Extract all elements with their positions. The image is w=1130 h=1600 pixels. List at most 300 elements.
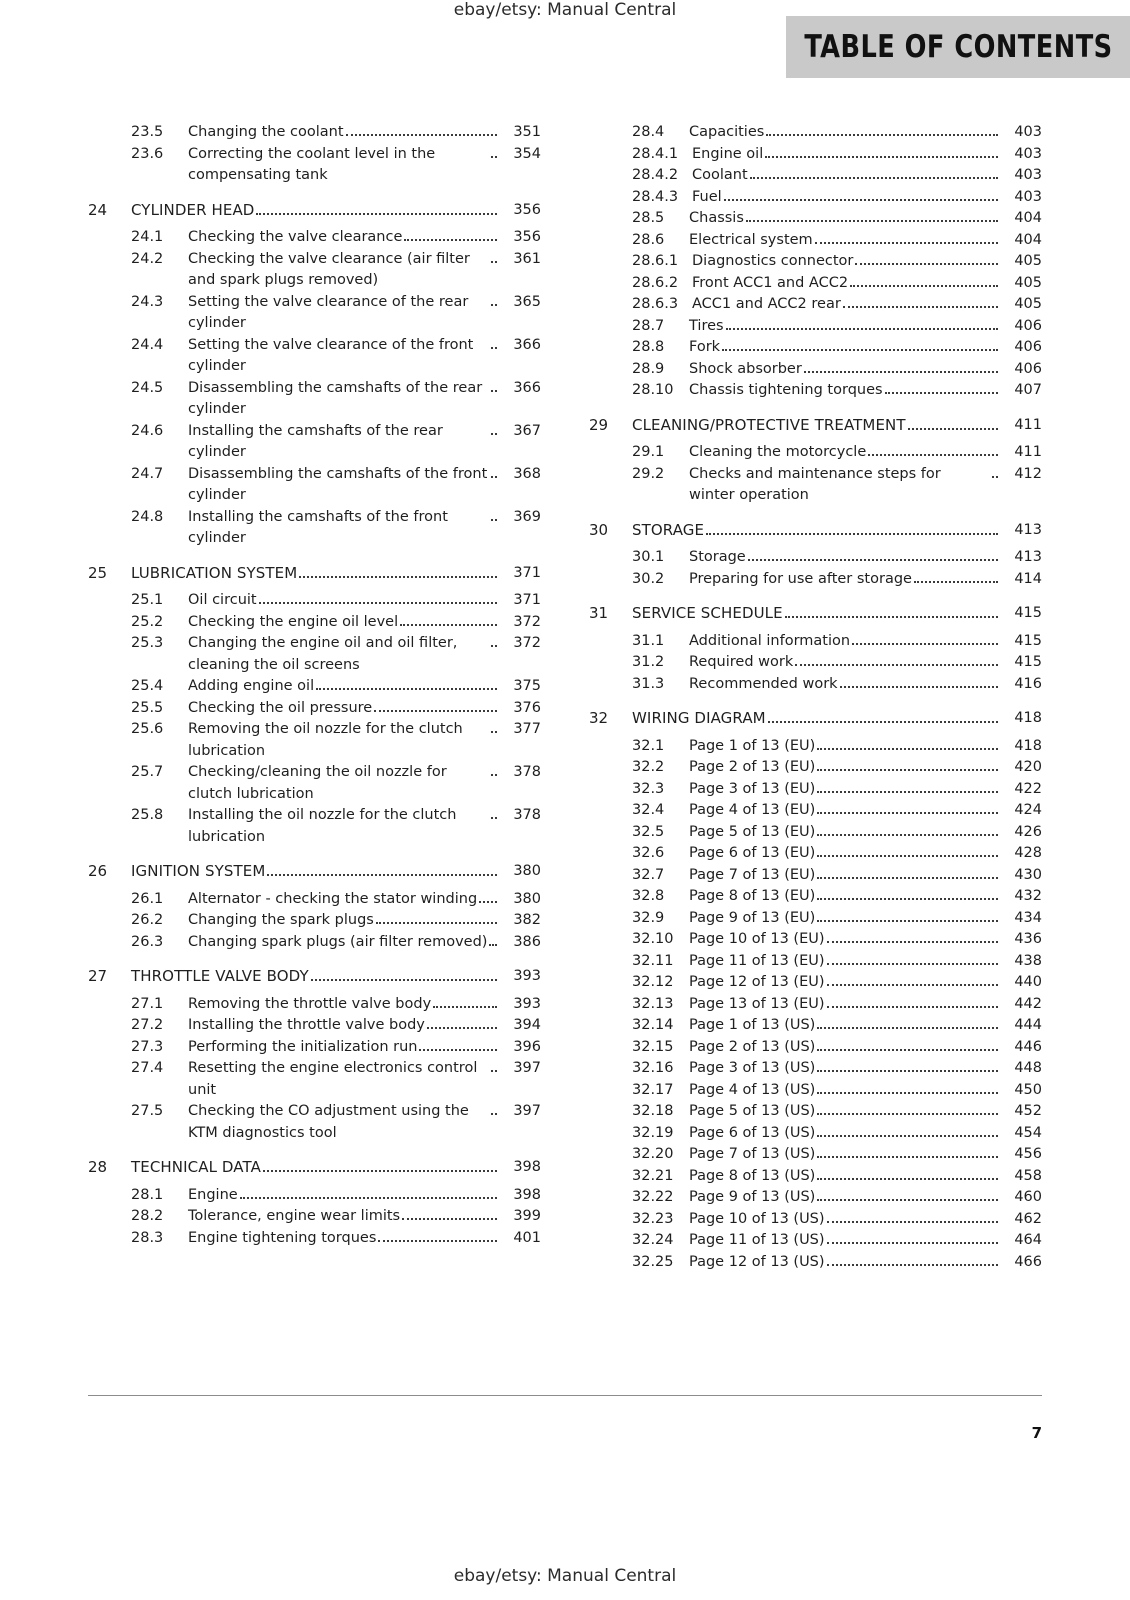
toc-entry-label: Page 6 of 13 (EU) [689, 845, 816, 861]
toc-entry-page: 377 [513, 721, 541, 737]
toc-entry-label: Page 6 of 13 (US) [689, 1124, 816, 1141]
toc-entry-page: 466 [1014, 1253, 1042, 1270]
toc-entry-label: Tires [689, 317, 724, 334]
toc-entry-number: 28.5 [632, 210, 665, 226]
toc-leader-dots [817, 1027, 998, 1029]
toc-entry-label: Installing the oil nozzle for the clutch lubrication [188, 807, 457, 845]
toc-entry[interactable] [589, 442, 1042, 464]
toc-entry[interactable] [88, 676, 541, 698]
toc-entry-page: 454 [1014, 1124, 1042, 1141]
toc-entry[interactable] [589, 380, 1042, 402]
toc-entry-number: 28.9 [632, 360, 665, 377]
toc-entry-page: 398 [513, 1159, 541, 1175]
toc-entry[interactable] [589, 337, 1042, 359]
toc-entry-page: 426 [1014, 823, 1042, 840]
toc-leader-dots [491, 261, 497, 263]
toc-entry-title-wrap [188, 698, 507, 720]
toc-entry[interactable] [589, 464, 1042, 507]
toc-entry[interactable] [88, 966, 541, 988]
toc-entry-title-wrap [689, 359, 1008, 381]
toc-entry-title-wrap [689, 1037, 1008, 1059]
toc-entry[interactable] [589, 359, 1042, 381]
toc-entry-number: 28.3 [131, 1229, 164, 1246]
toc-entry[interactable] [88, 1058, 541, 1101]
toc-leader-dots [817, 812, 998, 814]
toc-entry[interactable] [589, 865, 1042, 887]
toc-leader-dots [746, 220, 998, 222]
toc-entry-label: Tolerance, engine wear limits [188, 1208, 401, 1224]
toc-entry-number: 27.3 [131, 1038, 164, 1055]
toc-leader-dots [843, 306, 998, 308]
toc-entry-title-wrap [188, 805, 507, 848]
toc-entry-title-wrap [188, 335, 507, 378]
toc-entry-number: 26 [88, 862, 108, 880]
toc-entry[interactable] [589, 520, 1042, 542]
toc-entry-title-wrap [689, 122, 1008, 144]
toc-entry-page: 448 [1014, 1060, 1042, 1076]
toc-entry-page: 418 [1014, 710, 1042, 726]
toc-entry[interactable] [589, 1037, 1042, 1059]
toc-entry-page: 356 [513, 201, 541, 218]
toc-entry[interactable] [589, 1252, 1042, 1274]
toc-entry-label: Page 13 of 13 (EU) [689, 995, 825, 1012]
toc-entry-page: 440 [1014, 974, 1042, 990]
toc-entry-number: 24.1 [131, 229, 164, 245]
toc-entry-number: 32.9 [632, 909, 665, 926]
toc-column-right [589, 122, 1042, 1273]
toc-entry[interactable] [589, 736, 1042, 758]
toc-entry[interactable] [88, 292, 541, 335]
toc-entry-title-wrap [188, 378, 507, 421]
toc-entry-number: 25.7 [131, 764, 164, 780]
toc-entry[interactable] [589, 1144, 1042, 1166]
toc-leader-dots [817, 1135, 998, 1137]
toc-leader-dots [768, 721, 998, 723]
toc-entry-number: 24.7 [131, 465, 164, 482]
toc-entry-page: 398 [513, 1186, 541, 1203]
page-title: TABLE OF CONTENTS [803, 29, 1113, 65]
toc-entry-label: Checks and maintenance steps for winter operation [689, 465, 941, 503]
toc-columns [88, 122, 1042, 1273]
toc-entry-page: 415 [1014, 605, 1042, 621]
toc-entry[interactable] [88, 507, 541, 550]
toc-entry[interactable] [589, 800, 1042, 822]
toc-entry-page: 446 [1014, 1038, 1042, 1055]
toc-entry-title-wrap [188, 676, 507, 698]
toc-entry[interactable] [589, 547, 1042, 569]
toc-entry-page: 432 [1014, 888, 1042, 904]
toc-entry-label: Page 1 of 13 (EU) [689, 737, 816, 754]
toc-entry-title-wrap [632, 603, 1008, 625]
toc-entry[interactable] [589, 603, 1042, 625]
toc-leader-dots [852, 643, 998, 645]
toc-entry-title-wrap [689, 380, 1008, 402]
toc-leader-dots [311, 979, 497, 981]
toc-entry-page: 464 [1014, 1232, 1042, 1248]
toc-entry[interactable] [589, 1080, 1042, 1102]
toc-entry-title-wrap [689, 1123, 1008, 1145]
toc-entry[interactable] [88, 249, 541, 292]
toc-entry-page: 403 [1014, 145, 1042, 162]
toc-entry-label: Chassis [689, 210, 744, 226]
toc-leader-dots [817, 1199, 998, 1201]
toc-entry-label: Shock absorber [689, 360, 802, 377]
toc-entry-number: 25.8 [131, 807, 164, 823]
toc-entry-title-wrap [689, 1252, 1008, 1274]
toc-entry-number: 32.23 [632, 1210, 674, 1227]
toc-entry[interactable] [589, 779, 1042, 801]
toc-entry-title-wrap [689, 1101, 1008, 1123]
toc-entry-label: Checking the oil pressure [188, 699, 373, 716]
toc-entry-page: 406 [1014, 339, 1042, 355]
toc-entry[interactable] [88, 1206, 541, 1228]
toc-entry-number: 27.2 [131, 1017, 164, 1033]
toc-leader-dots [267, 874, 497, 876]
toc-entry-page: 452 [1014, 1103, 1042, 1119]
toc-entry-page: 415 [1014, 654, 1042, 670]
toc-entry[interactable] [589, 122, 1042, 144]
toc-entry-title-wrap [188, 889, 507, 911]
toc-entry-label: LUBRICATION SYSTEM [131, 563, 298, 582]
toc-entry[interactable] [589, 1187, 1042, 1209]
toc-entry-title-wrap [689, 843, 1008, 865]
toc-leader-dots [724, 199, 998, 201]
toc-entry-title-wrap [689, 1058, 1008, 1080]
toc-entry-label: Page 10 of 13 (US) [689, 1210, 825, 1227]
toc-entry-page: 422 [1014, 780, 1042, 797]
toc-entry-title-wrap [131, 966, 507, 988]
toc-entry-title-wrap [188, 1228, 507, 1250]
toc-leader-dots [433, 1006, 497, 1008]
toc-entry[interactable] [589, 415, 1042, 437]
toc-entry-number: 23.6 [131, 145, 164, 162]
toc-entry-label: Page 11 of 13 (EU) [689, 952, 825, 969]
toc-entry-label: Page 8 of 13 (EU) [689, 888, 816, 904]
toc-entry-page: 401 [513, 1229, 541, 1246]
toc-leader-dots [263, 1170, 497, 1172]
toc-entry-number: 32.16 [632, 1060, 674, 1076]
toc-entry-number: 30 [589, 520, 609, 539]
toc-entry-page: 404 [1014, 210, 1042, 226]
toc-entry-label: Chassis tightening torques [689, 382, 883, 398]
toc-entry-label: Page 12 of 13 (EU) [689, 974, 825, 990]
toc-entry[interactable] [589, 822, 1042, 844]
toc-entry-number: 28 [88, 1158, 108, 1176]
toc-leader-dots [479, 901, 497, 903]
toc-entry[interactable] [88, 861, 541, 883]
toc-leader-dots [914, 581, 998, 583]
toc-entry-number: 32.20 [632, 1146, 674, 1162]
toc-entry-page: 442 [1014, 995, 1042, 1012]
toc-entry[interactable] [589, 569, 1042, 591]
toc-entry-number: 31 [589, 604, 609, 622]
toc-entry[interactable] [88, 590, 541, 612]
toc-entry-page: 351 [513, 124, 541, 140]
toc-entry-label: Page 5 of 13 (EU) [689, 823, 816, 840]
toc-entry-number: 30.1 [632, 549, 665, 565]
toc-leader-dots [804, 371, 998, 373]
toc-entry-page: 397 [513, 1103, 541, 1119]
toc-entry[interactable] [589, 929, 1042, 951]
toc-entry-title-wrap [188, 1058, 507, 1101]
toc-entry-label: Capacities [689, 124, 765, 140]
toc-entry-title-wrap [692, 251, 1008, 273]
toc-entry-title-wrap [188, 1101, 507, 1144]
toc-entry-page: 405 [1014, 296, 1042, 312]
toc-entry[interactable] [589, 273, 1042, 295]
toc-entry[interactable] [88, 227, 541, 249]
toc-leader-dots [840, 686, 998, 688]
toc-entry-label: THROTTLE VALVE BODY [131, 967, 309, 985]
toc-entry[interactable] [88, 378, 541, 421]
toc-leader-dots [491, 1113, 497, 1115]
toc-entry-page: 380 [513, 863, 541, 879]
toc-entry-label: Changing spark plugs (air filter removed) [188, 933, 488, 950]
toc-entry-number: 26.1 [131, 890, 164, 907]
toc-entry[interactable] [589, 294, 1042, 316]
toc-entry-page: 413 [1014, 549, 1042, 565]
toc-entry[interactable] [589, 1123, 1042, 1145]
toc-entry[interactable] [88, 889, 541, 911]
toc-entry[interactable] [589, 316, 1042, 338]
toc-entry-label: Installing the throttle valve body [188, 1017, 425, 1033]
toc-entry-page: 396 [513, 1038, 541, 1055]
toc-entry[interactable] [589, 1015, 1042, 1037]
toc-entry-page: 367 [513, 422, 541, 439]
toc-entry-page: 366 [513, 336, 541, 353]
toc-entry-number: 28.4.3 [632, 188, 679, 205]
toc-entry-title-wrap [692, 294, 1008, 316]
toc-entry-number: 25.3 [131, 635, 164, 651]
toc-entry-label: IGNITION SYSTEM [131, 862, 266, 880]
toc-entry-title-wrap [689, 1144, 1008, 1166]
toc-entry-number: 32.8 [632, 888, 665, 904]
toc-leader-dots [750, 177, 998, 179]
footer-divider [88, 1395, 1042, 1396]
toc-entry-number: 28.2 [131, 1208, 164, 1224]
toc-entry-number: 28.7 [632, 317, 665, 334]
toc-entry[interactable] [589, 652, 1042, 674]
toc-entry[interactable] [88, 1157, 541, 1179]
toc-entry-number: 31.1 [632, 632, 665, 649]
toc-entry[interactable] [88, 1015, 541, 1037]
toc-entry-page: 411 [1014, 444, 1042, 460]
toc-entry-title-wrap [689, 972, 1008, 994]
toc-entry-page: 404 [1014, 231, 1042, 248]
toc-entry-label: Disassembling the camshafts of the front cylinder [188, 465, 488, 503]
toc-entry[interactable] [589, 843, 1042, 865]
toc-entry-number: 27.1 [131, 995, 164, 1012]
toc-entry-number: 32.19 [632, 1124, 674, 1141]
toc-entry[interactable] [88, 994, 541, 1016]
toc-entry-page: 424 [1014, 802, 1042, 818]
toc-entry[interactable] [589, 1101, 1042, 1123]
toc-entry-page: 406 [1014, 360, 1042, 377]
toc-entry-label: CLEANING/PROTECTIVE TREATMENT [632, 415, 906, 434]
toc-entry-page: 356 [513, 229, 541, 245]
toc-entry-title-wrap [689, 886, 1008, 908]
toc-leader-dots [491, 156, 497, 158]
toc-entry-page: 366 [513, 379, 541, 396]
toc-entry-label: Fork [689, 339, 721, 355]
toc-entry[interactable] [589, 994, 1042, 1016]
toc-entry[interactable] [88, 200, 541, 222]
toc-leader-dots [817, 1049, 998, 1051]
toc-entry-page: 368 [513, 465, 541, 482]
toc-entry-number: 32.15 [632, 1038, 674, 1055]
toc-entry-title-wrap [188, 421, 507, 464]
toc-entry-page: 415 [1014, 632, 1042, 649]
toc-entry-page: 438 [1014, 952, 1042, 969]
toc-entry-label: Changing the coolant [188, 124, 344, 140]
toc-leader-dots [722, 349, 998, 351]
toc-entry[interactable] [589, 1166, 1042, 1188]
toc-leader-dots [491, 645, 497, 647]
toc-entry[interactable] [88, 1185, 541, 1207]
toc-entry-label: Installing the camshafts of the front cylinder [188, 508, 448, 546]
toc-entry-title-wrap [689, 994, 1008, 1016]
toc-entry-title-wrap [689, 337, 1008, 359]
toc-leader-dots [827, 1221, 998, 1223]
toc-entry[interactable] [589, 144, 1042, 166]
toc-entry[interactable] [88, 932, 541, 954]
toc-entry-title-wrap [131, 200, 507, 222]
toc-entry-number: 29 [589, 415, 609, 434]
toc-entry-number: 25.5 [131, 699, 164, 716]
toc-entry[interactable] [589, 951, 1042, 973]
toc-entry[interactable] [88, 335, 541, 378]
toc-entry-title-wrap [188, 932, 507, 954]
toc-entry[interactable] [589, 886, 1042, 908]
toc-entry[interactable] [589, 1058, 1042, 1080]
toc-entry[interactable] [589, 708, 1042, 730]
toc-entry[interactable] [589, 187, 1042, 209]
toc-entry-title-wrap [692, 144, 1008, 166]
toc-leader-dots [817, 877, 998, 879]
toc-entry-number: 28.6.1 [632, 253, 679, 269]
toc-entry-page: 371 [513, 564, 541, 581]
toc-leader-dots [827, 963, 998, 965]
toc-entry[interactable] [589, 1230, 1042, 1252]
toc-entry-number: 25.1 [131, 592, 164, 608]
toc-entry-number: 24.5 [131, 379, 164, 396]
toc-leader-dots [378, 1240, 497, 1242]
toc-entry[interactable] [589, 674, 1042, 696]
toc-entry-label: Electrical system [689, 231, 813, 248]
toc-entry[interactable] [589, 208, 1042, 230]
toc-entry[interactable] [589, 165, 1042, 187]
watermark-bottom: ebay/etsy: Manual Central [453, 1566, 677, 1586]
toc-entry-number: 32.25 [632, 1253, 674, 1270]
toc-entry-page: 430 [1014, 866, 1042, 883]
toc-entry-title-wrap [689, 951, 1008, 973]
toc-entry-page: 458 [1014, 1167, 1042, 1184]
toc-entry[interactable] [589, 1209, 1042, 1231]
toc-leader-dots [827, 1242, 998, 1244]
toc-entry-label: Adding engine oil [188, 678, 315, 694]
toc-entry-number: 32.18 [632, 1103, 674, 1119]
toc-entry[interactable] [88, 464, 541, 507]
toc-entry-title-wrap [188, 1185, 507, 1207]
toc-leader-dots [850, 285, 998, 287]
toc-entry[interactable] [88, 762, 541, 805]
toc-entry-number: 31.2 [632, 654, 665, 670]
toc-leader-dots [419, 1049, 497, 1051]
toc-entry-title-wrap [188, 719, 507, 762]
toc-leader-dots [795, 664, 998, 666]
toc-entry-label: Performing the initialization run [188, 1038, 418, 1055]
toc-entry[interactable] [589, 251, 1042, 273]
toc-entry-label: ACC1 and ACC2 rear [692, 296, 841, 312]
toc-entry[interactable] [88, 698, 541, 720]
toc-entry-label: Engine tightening torques [188, 1229, 377, 1246]
toc-entry-label: Page 10 of 13 (EU) [689, 931, 825, 947]
toc-entry[interactable] [88, 1228, 541, 1250]
toc-entry-label: Alternator - checking the stator winding [188, 890, 478, 907]
toc-entry-page: 376 [513, 699, 541, 716]
toc-entry[interactable] [589, 230, 1042, 252]
toc-entry-title-wrap [188, 1037, 507, 1059]
toc-entry-label: Front ACC1 and ACC2 [692, 274, 849, 291]
toc-leader-dots [256, 213, 497, 215]
toc-entry[interactable] [88, 612, 541, 634]
toc-leader-dots [817, 1178, 998, 1180]
toc-entry-page: 411 [1014, 416, 1042, 433]
toc-entry-number: 24.6 [131, 422, 164, 439]
toc-entry-label: Checking the engine oil level [188, 613, 399, 630]
toc-leader-dots [817, 855, 998, 857]
toc-entry-number: 28.1 [131, 1186, 164, 1203]
toc-leader-dots [491, 347, 497, 349]
toc-entry[interactable] [589, 908, 1042, 930]
toc-entry-label: Required work [689, 654, 794, 670]
toc-entry-label: Page 4 of 13 (EU) [689, 802, 816, 818]
toc-entry[interactable] [88, 633, 541, 676]
toc-leader-dots [827, 941, 998, 943]
toc-entry-number: 25.4 [131, 678, 164, 694]
toc-entry[interactable] [88, 122, 541, 144]
toc-entry-number: 24.4 [131, 336, 164, 353]
toc-leader-dots [868, 454, 998, 456]
toc-entry[interactable] [88, 563, 541, 585]
toc-entry[interactable] [88, 1101, 541, 1144]
toc-entry-label: Checking/cleaning the oil nozzle for clutch lubrication [188, 764, 447, 802]
toc-entry[interactable] [88, 421, 541, 464]
toc-entry-number: 32.12 [632, 974, 674, 990]
toc-entry[interactable] [88, 144, 541, 187]
toc-entry-label: Correcting the coolant level in the compensating tank [188, 145, 436, 183]
toc-entry[interactable] [589, 972, 1042, 994]
toc-entry-number: 29.1 [632, 444, 665, 460]
page-number: 7 [1031, 1424, 1042, 1442]
toc-entry-page: 394 [513, 1017, 541, 1033]
toc-entry[interactable] [589, 631, 1042, 653]
toc-entry[interactable] [88, 1037, 541, 1059]
toc-entry[interactable] [589, 757, 1042, 779]
toc-entry-page: 405 [1014, 274, 1042, 291]
toc-leader-dots [400, 624, 497, 626]
toc-entry[interactable] [88, 805, 541, 848]
toc-entry-title-wrap [692, 165, 1008, 187]
toc-entry[interactable] [88, 719, 541, 762]
toc-entry[interactable] [88, 910, 541, 932]
toc-entry-number: 32.11 [632, 952, 674, 969]
toc-entry-title-wrap [689, 800, 1008, 822]
toc-entry-title-wrap [689, 569, 1008, 591]
toc-entry-page: 414 [1014, 570, 1042, 587]
toc-entry-title-wrap [689, 779, 1008, 801]
toc-leader-dots [885, 392, 998, 394]
